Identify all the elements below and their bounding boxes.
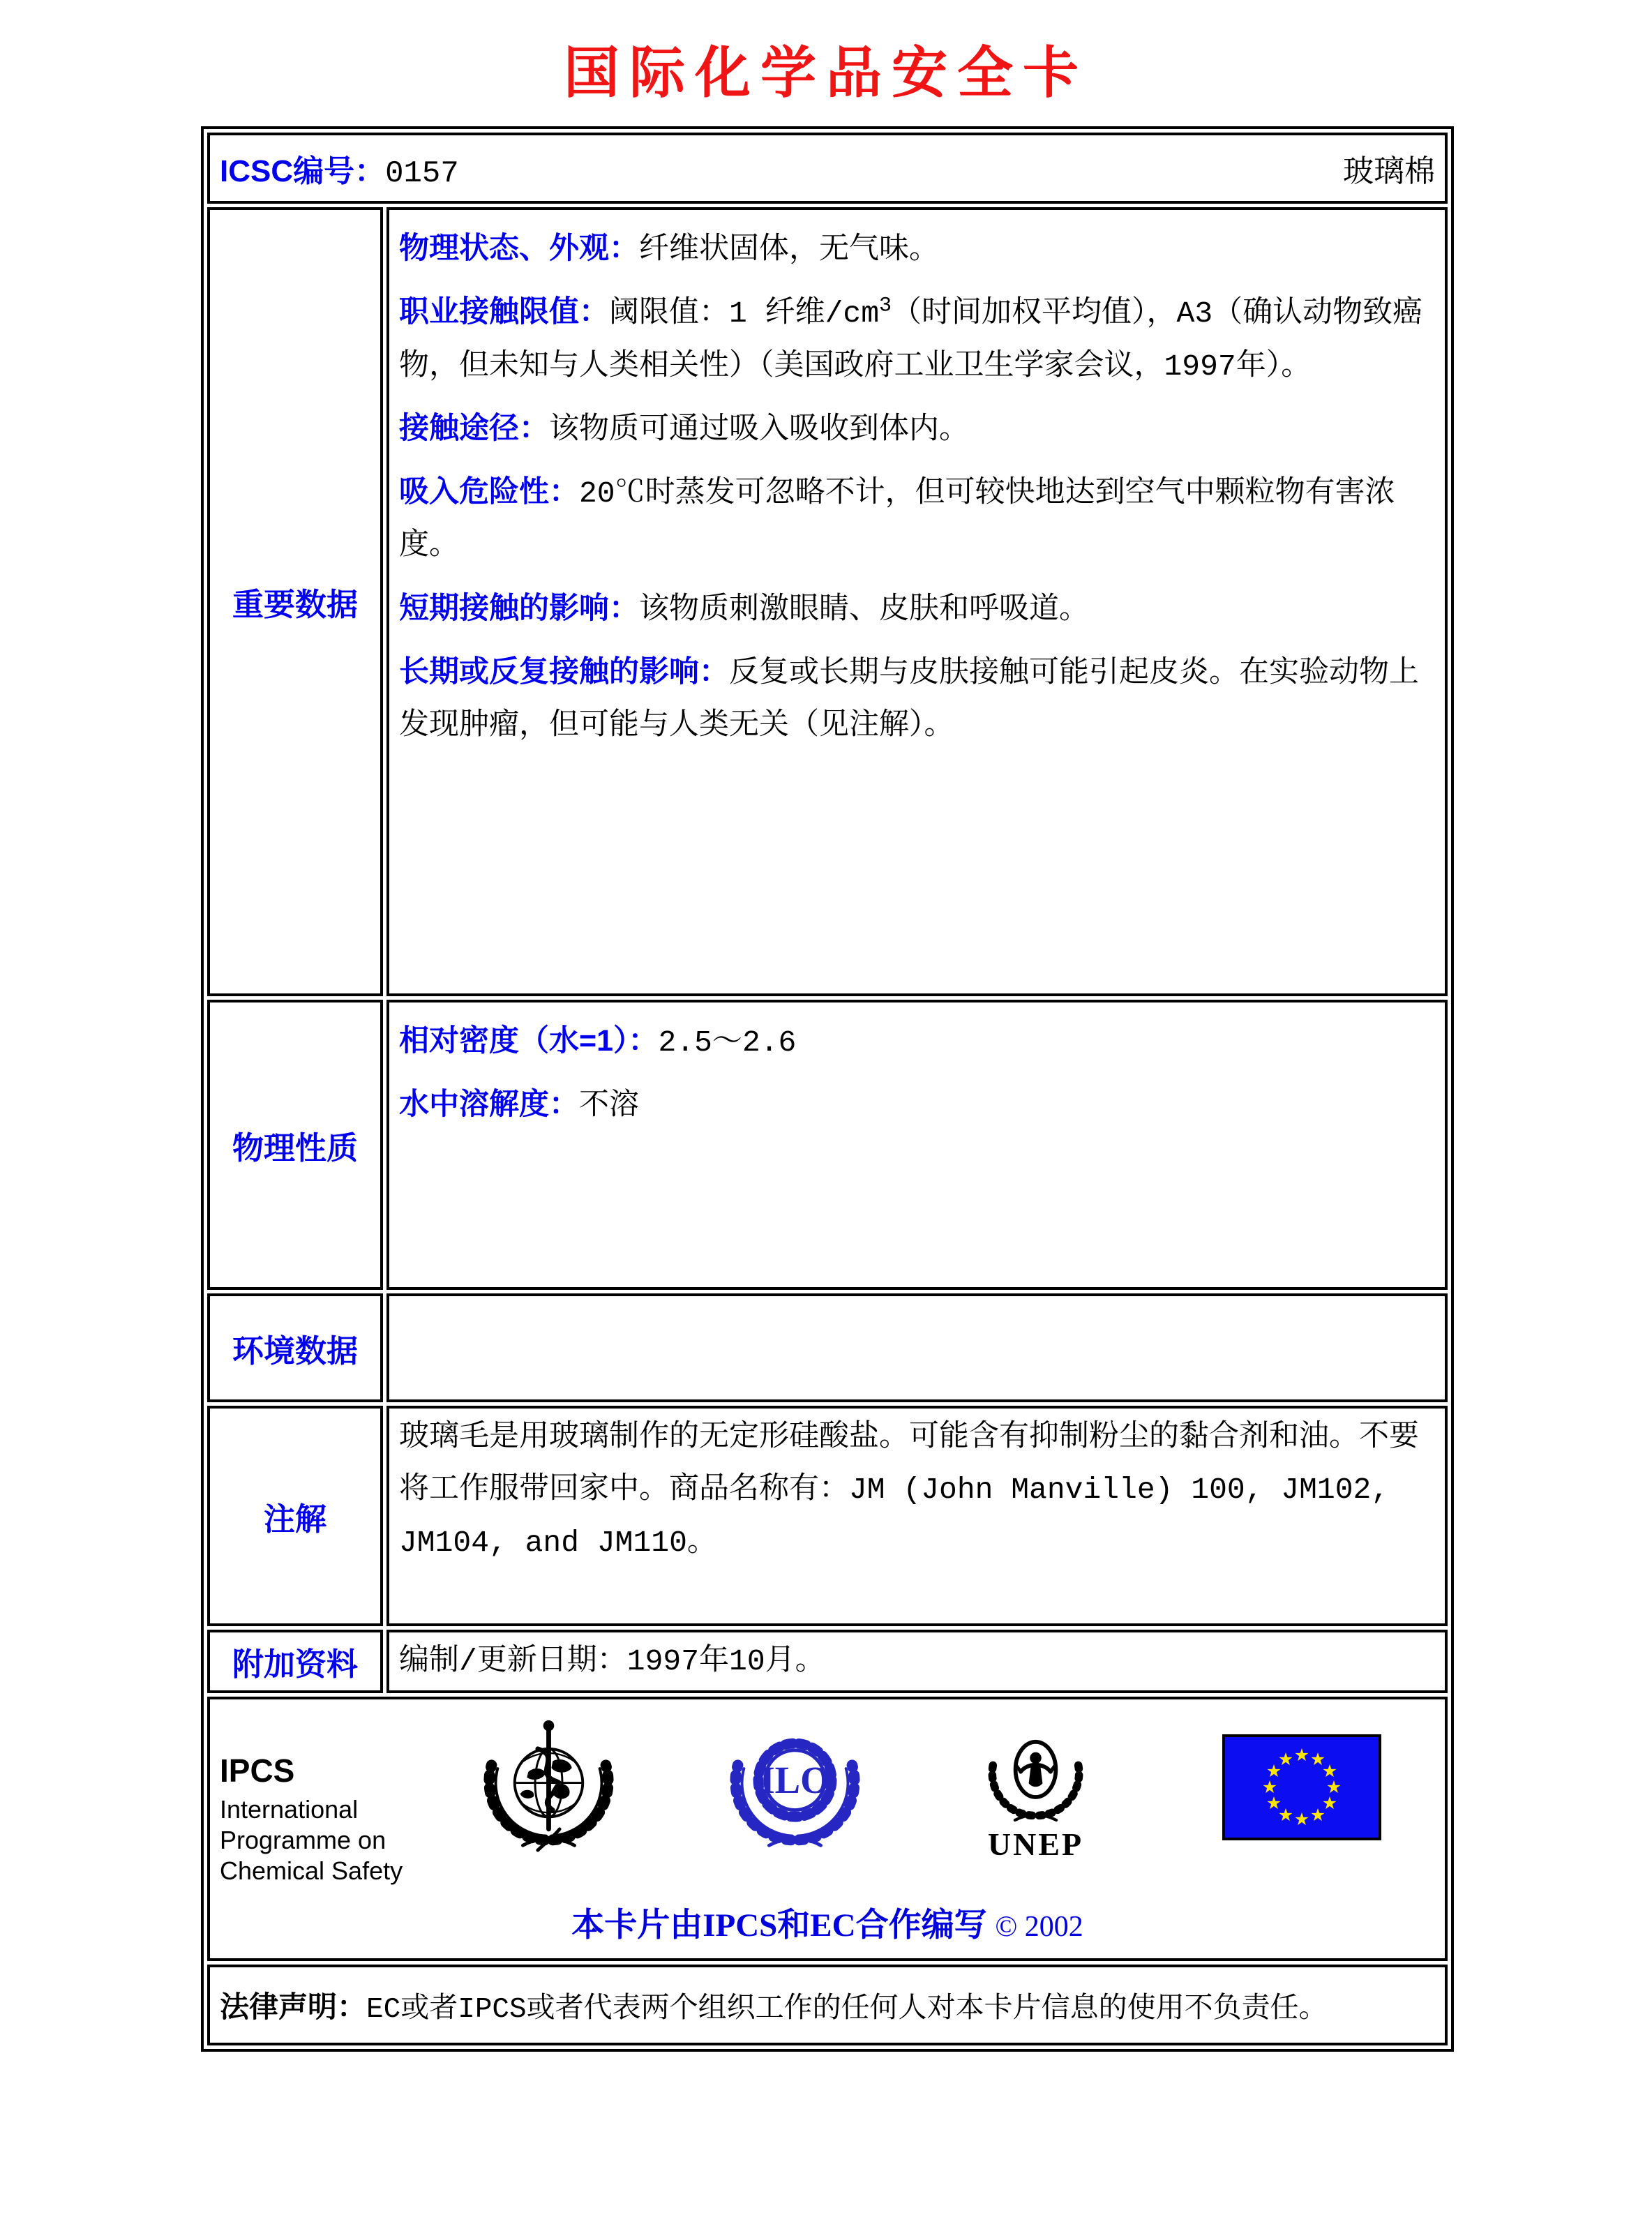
field-occupational-exposure-limits	[399, 286, 1435, 393]
cooperation-caption	[216, 1899, 1439, 1946]
icsc-number-label: ICSC编号：	[220, 153, 386, 188]
field-physical-state	[399, 223, 1435, 276]
icsc-number-value: 0157	[385, 156, 459, 191]
ilo-letters: ILO	[760, 1759, 830, 1802]
additional-info-content: 编制/更新日期：1997年10月。	[386, 1630, 1448, 1693]
legal-notice-text: EC或者IPCS或者代表两个组织工作的任何人对本卡片信息的使用不负责任。	[366, 1994, 1328, 2027]
field-label: 职业接触限值：	[399, 295, 609, 329]
unep-wordmark: UNEP	[987, 1826, 1084, 1863]
field-long-term-effects	[399, 646, 1435, 753]
ilo-logo-icon	[727, 1715, 863, 1854]
caption-year: © 2002	[995, 1911, 1083, 1944]
ipcs-acronym: IPCS	[220, 1752, 295, 1789]
ipcs-line-3: Chemical Safety	[220, 1856, 403, 1886]
field-value-post: （时间加权平均值），A3（确认动物致癌物，但未知与人类相关性）（美国政府工业卫生学家会议，1997年）。	[399, 296, 1423, 384]
field-label: 短期接触的影响：	[399, 591, 639, 625]
logos-strip	[216, 1702, 1439, 1886]
row-label-additional-info: 附加资料	[207, 1630, 383, 1693]
field-label: 相对密度（水=1）：	[399, 1024, 659, 1058]
unep-logo-block	[978, 1722, 1093, 1863]
ipcs-text-block	[220, 1751, 450, 1886]
header-row	[207, 133, 1448, 204]
superscript: 3	[879, 294, 892, 318]
row-label-notes: 注解	[207, 1406, 383, 1626]
environmental-data-content	[386, 1293, 1448, 1402]
eu-flag-icon	[1222, 1734, 1381, 1840]
who-logo-icon	[481, 1715, 617, 1854]
legal-notice-label: 法律声明：	[220, 1990, 367, 2024]
field-inhalation-risk	[399, 466, 1435, 573]
field-value: 反复或长期与皮肤接触可能引起皮炎。在实验动物上发现肿瘤，但可能与人类无关（见注解）。	[399, 656, 1419, 743]
field-label: 长期或反复接触的影响：	[399, 654, 729, 689]
field-short-term-effects	[399, 583, 1435, 636]
row-label-important-data: 重要数据	[207, 207, 383, 996]
important-data-content	[386, 207, 1448, 996]
field-value: 纤维状固体，无气味。	[639, 233, 939, 267]
field-label: 吸入危险性：	[399, 475, 579, 509]
field-value: 该物质可通过吸入吸收到体内。	[549, 412, 969, 447]
field-water-solubility	[399, 1079, 1435, 1132]
field-relative-density	[399, 1015, 1435, 1069]
notes-content: 玻璃毛是用玻璃制作的无定形硅酸盐。可能含有抑制粉尘的黏合剂和油。不要将工作服带回家中。商品名称有：JM (John Manville) 100, JM102, JM104, and JM110。	[386, 1406, 1448, 1626]
page-title: 国际化学品安全卡	[564, 40, 1088, 105]
field-label: 物理状态、外观：	[399, 232, 639, 265]
caption-text: 本卡片由IPCS和EC合作编写	[571, 1907, 987, 1944]
field-value: 20℃时蒸发可忽略不计，但可较快地达到空气中颗粒物有害浓度。	[399, 476, 1395, 564]
row-label-environmental-data: 环境数据	[207, 1293, 383, 1402]
physical-properties-content	[386, 1000, 1448, 1290]
field-value-pre: 阈限值：1 纤维/cm	[609, 296, 880, 331]
ipcs-line-1: International	[220, 1795, 359, 1824]
unep-logo-icon	[978, 1722, 1093, 1826]
field-value: 2.5～2.6	[658, 1026, 797, 1060]
field-label: 接触途径：	[399, 411, 549, 445]
logos-row	[207, 1697, 1448, 1961]
substance-name: 玻璃棉	[1343, 156, 1435, 191]
field-label: 水中溶解度：	[399, 1088, 579, 1122]
icsc-number	[220, 146, 459, 191]
field-exposure-routes	[399, 403, 1435, 456]
field-value: 不溶	[579, 1089, 639, 1124]
field-value: 该物质刺激眼睛、皮肤和呼吸道。	[639, 592, 1089, 627]
icsc-table	[201, 126, 1454, 2052]
legal-row	[207, 1965, 1448, 2045]
row-label-physical-properties: 物理性质	[207, 1000, 383, 1290]
ipcs-line-2: Programme on	[220, 1826, 386, 1855]
